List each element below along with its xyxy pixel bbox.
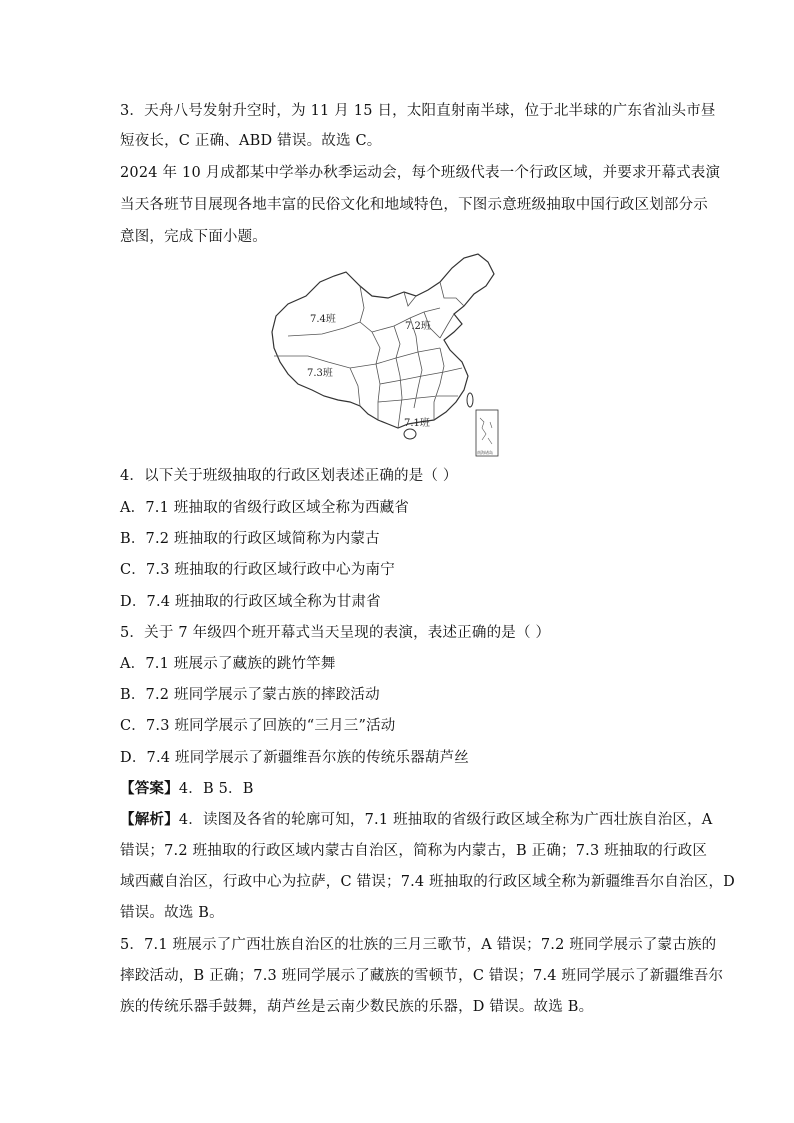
analysis-text-1: 4．读图及各省的轮廓可知，7.1 班抽取的省级行政区域全称为广西壮族自治区，A — [178, 812, 713, 828]
analysis-line-4: 错误。故选 B。 — [120, 905, 224, 921]
china-map-figure — [268, 252, 500, 462]
province-boundaries — [274, 282, 464, 428]
analysis-line-7: 族的传统乐器手鼓舞，葫芦丝是云南少数民族的乐器，D 错误。故选 B。 — [120, 999, 594, 1015]
q4-option-b: B．7.2 班抽取的行政区域简称为内蒙古 — [120, 531, 380, 547]
map-label-7-2: 7.2班 — [405, 321, 431, 332]
q5-option-a: A．7.1 班展示了藏族的跳竹竿舞 — [120, 656, 336, 672]
taiwan-island — [467, 393, 473, 407]
china-admin-map — [268, 252, 500, 462]
hainan-island — [404, 429, 416, 439]
analysis-tag: 【解析】 — [120, 811, 179, 828]
q4-option-d: D．7.4 班抽取的行政区域全称为甘肃省 — [120, 594, 381, 610]
text-line-4: 当天各班节目展现各地丰富的民俗文化和地域特色，下图示意班级抽取中国行政区划部分示 — [120, 197, 708, 213]
text-line-2: 短夜长，C 正确、ABD 错误。故选 C。 — [120, 133, 382, 149]
answer-text: 4．B 5．B — [178, 781, 254, 797]
q4-option-a: A．7.1 班抽取的省级行政区域全称为西藏省 — [120, 500, 410, 516]
analysis-line-6: 摔跤活动，B 正确；7.3 班同学展示了藏族的雪顿节，C 错误；7.4 班同学展示了新疆维吾尔 — [120, 968, 724, 984]
q4-option-c: C．7.3 班抽取的行政区域行政中心为南宁 — [120, 562, 395, 578]
text-line-1: 3．天舟八号发射升空时，为 11 月 15 日，太阳直射南半球，位于北半球的广东省汕头市昼 — [120, 103, 716, 119]
q5-option-d: D．7.4 班同学展示了新疆维吾尔族的传统乐器葫芦丝 — [120, 750, 469, 766]
analysis-line-3: 域西藏自治区，行政中心为拉萨，C 错误；7.4 班抽取的行政区域全称为新疆维吾尔自治区，D — [120, 874, 735, 890]
text-line-3: 2024 年 10 月成都某中学举办秋季运动会，每个班级代表一个行政区域，并要求开幕式表演 — [120, 165, 721, 181]
q5-stem: 5．关于 7 年级四个班开幕式当天呈现的表演，表述正确的是（ ） — [120, 625, 551, 641]
answer-tag: 【答案】 — [120, 780, 179, 797]
analysis-line-5: 5．7.1 班展示了广西壮族自治区的壮族的三月三歌节，A 错误；7.2 班同学展示了蒙古族的 — [120, 937, 717, 953]
q4-stem: 4．以下关于班级抽取的行政区划表述正确的是（ ） — [120, 468, 458, 484]
answer-line — [120, 779, 680, 799]
inset-label: 南海诸岛 — [477, 450, 493, 455]
text-line-5: 意图，完成下面小题。 — [120, 229, 267, 245]
q5-option-c: C．7.3 班同学展示了回族的“三月三”活动 — [120, 718, 396, 734]
q5-option-b: B．7.2 班同学展示了蒙古族的摔跤活动 — [120, 687, 380, 703]
analysis-line-1 — [120, 810, 713, 830]
analysis-line-2: 错误；7.2 班抽取的行政区域内蒙古自治区，简称为内蒙古，B 正确；7.3 班抽取的行政区 — [120, 843, 708, 859]
map-label-7-1: 7.1班 — [404, 418, 430, 429]
map-label-7-4: 7.4班 — [310, 314, 336, 325]
map-label-7-3: 7.3班 — [307, 368, 333, 379]
